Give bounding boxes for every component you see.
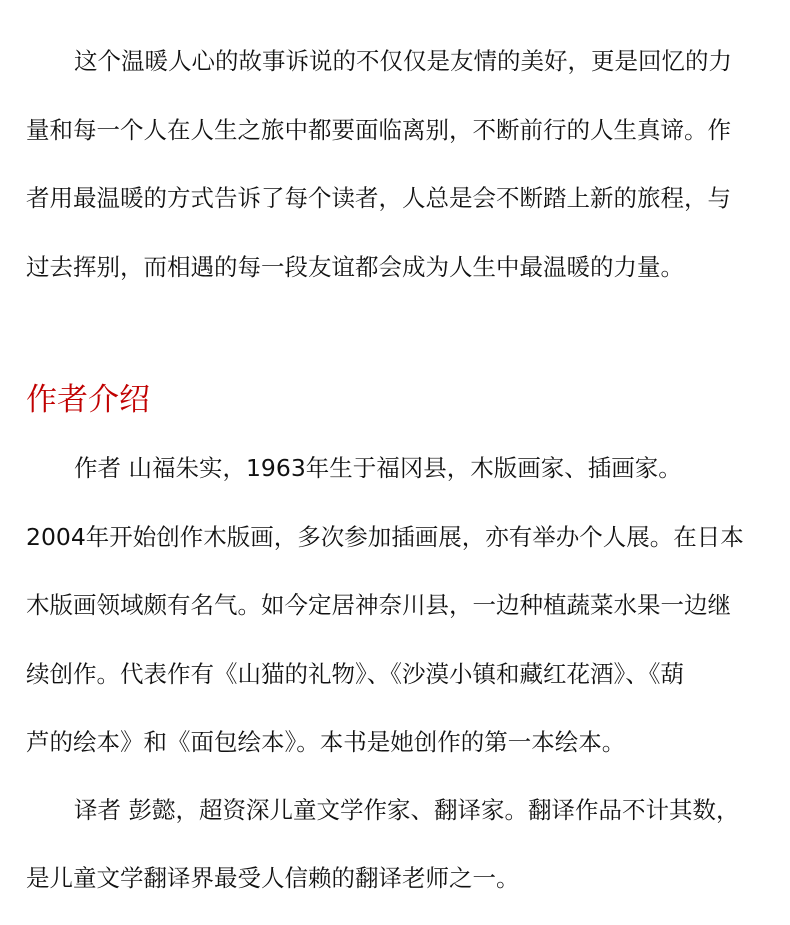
intro-paragraph-line: 这个温暖人心的故事诉说的不仅仅是友情的美好，更是回忆的力 (74, 47, 732, 75)
translator-bio-line: 译者 彭懿，超资深儿童文学作家、翻译家。翻译作品不计其数， (74, 796, 740, 824)
author-bio-line: 作者 山福朱实，1963年生于福冈县，木版画家、插画家。 (74, 454, 682, 482)
intro-paragraph-line: 者用最温暖的方式告诉了每个读者，人总是会不断踏上新的旅程，与 (26, 184, 731, 212)
author-bio-line: 芦的绘本》和《面包绘本》。本书是她创作的第一本绘本。 (26, 728, 626, 756)
translator-bio-line: 是儿童文学翻译界最受人信赖的翻译老师之一。 (26, 864, 520, 892)
author-bio-line: 2004年开始创作木版画，多次参加插画展，亦有举办个人展。在日本 (26, 523, 744, 551)
author-intro-heading: 作者介绍 (26, 382, 150, 418)
author-bio-line: 续创作。代表作有《山猫的礼物》、《沙漠小镇和藏红花酒》、《葫 (26, 660, 684, 688)
author-bio-line: 木版画领域颇有名气。如今定居神奈川县，一边种植蔬菜水果一边继 (26, 591, 731, 619)
intro-paragraph-line: 量和每一个人在人生之旅中都要面临离别，不断前行的人生真谛。作 (26, 116, 731, 144)
intro-paragraph-line: 过去挥别，而相遇的每一段友谊都会成为人生中最温暖的力量。 (26, 253, 684, 281)
